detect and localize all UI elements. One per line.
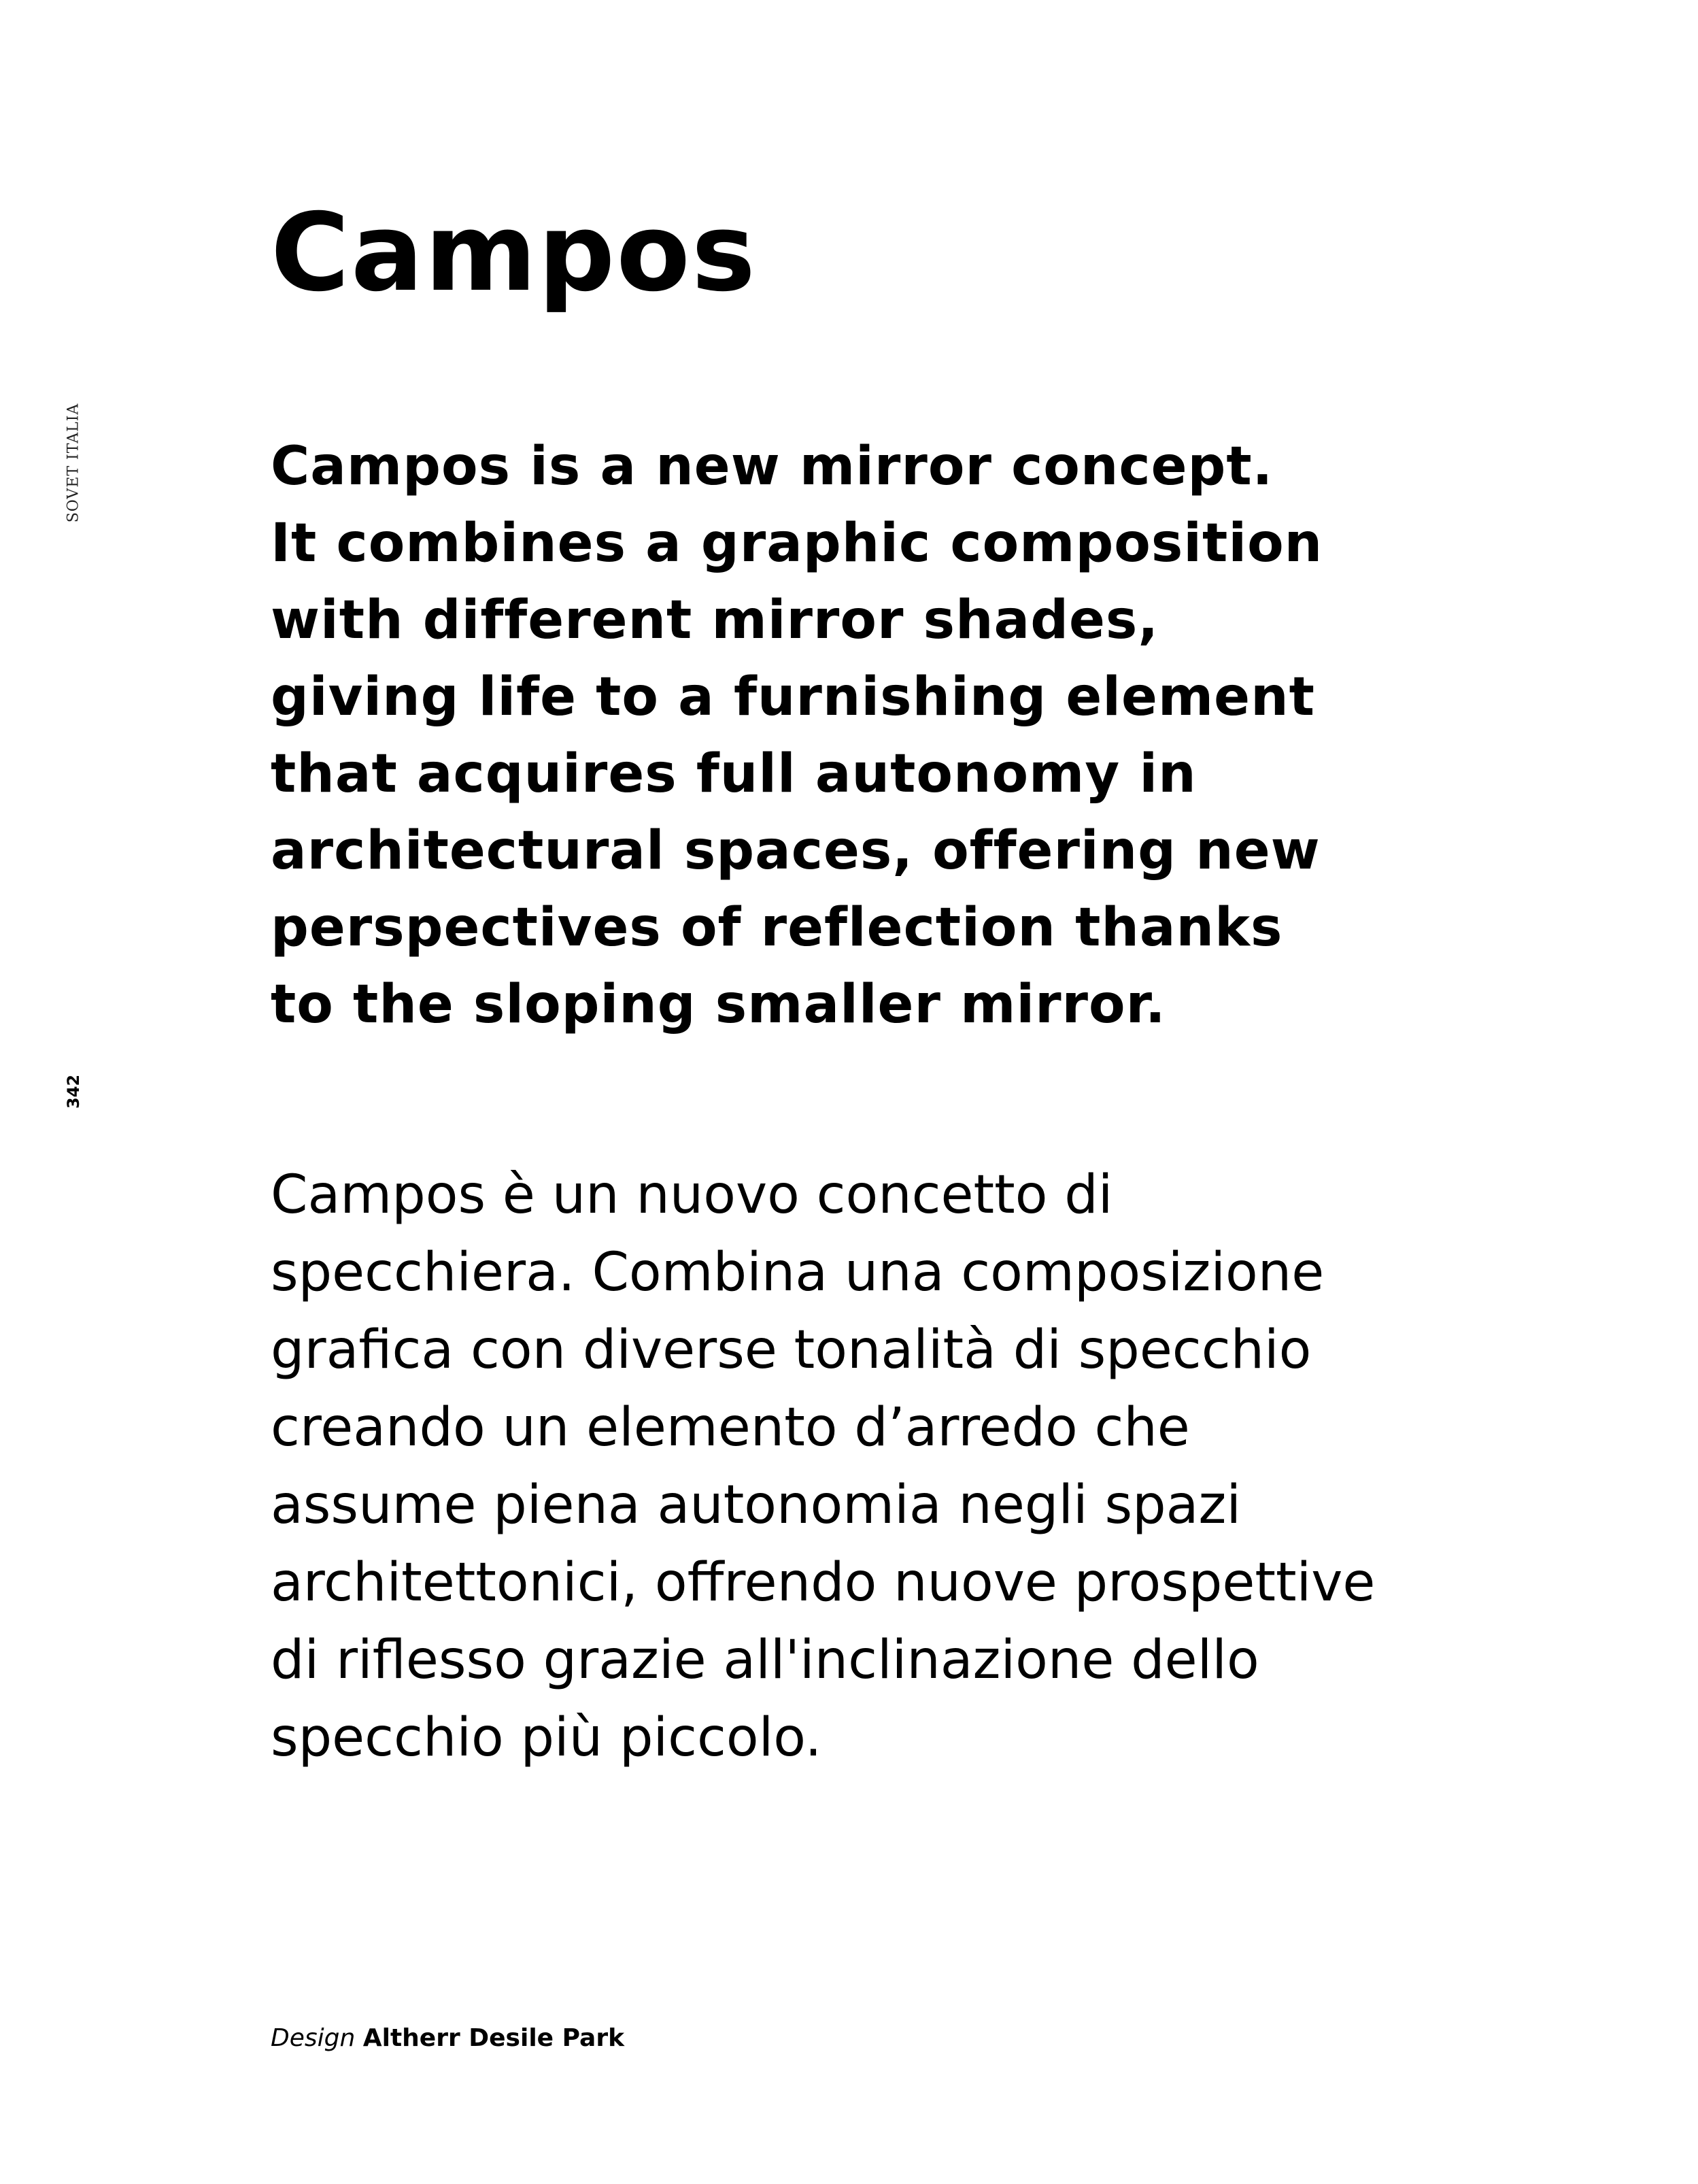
body-line: grafica con diverse tonalità di specchio [271,1320,1312,1381]
body-line: architettonici, offrendo nuove prospettive [271,1552,1376,1613]
lead-line: perspectives of reflection thanks [271,897,1283,958]
lead-line: It combines a graphic composition [271,513,1323,574]
lead-line: that acquires full autonomy in [271,743,1197,805]
design-credit [271,2023,624,2053]
brand-name: SOVET ITALIA [65,403,82,522]
credit-label: Design [271,2024,356,2052]
lead-line: to the sloping smaller mirror. [271,974,1166,1035]
lead-paragraph-en [271,429,1467,1043]
page-title: Campos [271,190,757,316]
body-line: assume piena autonomia negli spazi [271,1475,1242,1536]
body-paragraph-it [271,1156,1467,1777]
body-line: specchio più piccolo. [271,1707,822,1768]
lead-line: architectural spaces, offering new [271,820,1321,881]
body-line: di riflesso grazie all'inclinazione dello [271,1630,1259,1691]
credit-designer-name: Altherr Desile Park [362,2024,625,2052]
lead-line: with different mirror shades, [271,590,1159,651]
lead-line: Campos is a new mirror concept. [271,436,1274,497]
body-line: creando un elemento d’arredo che [271,1397,1190,1458]
lead-line: giving life to a furnishing element [271,667,1315,728]
page-number-text: 342 [64,1074,84,1109]
side-brand [60,388,87,537]
body-line: Campos è un nuovo concetto di [271,1164,1113,1226]
page-number [60,1061,87,1122]
body-line: specchiera. Combina una composizione [271,1242,1325,1303]
